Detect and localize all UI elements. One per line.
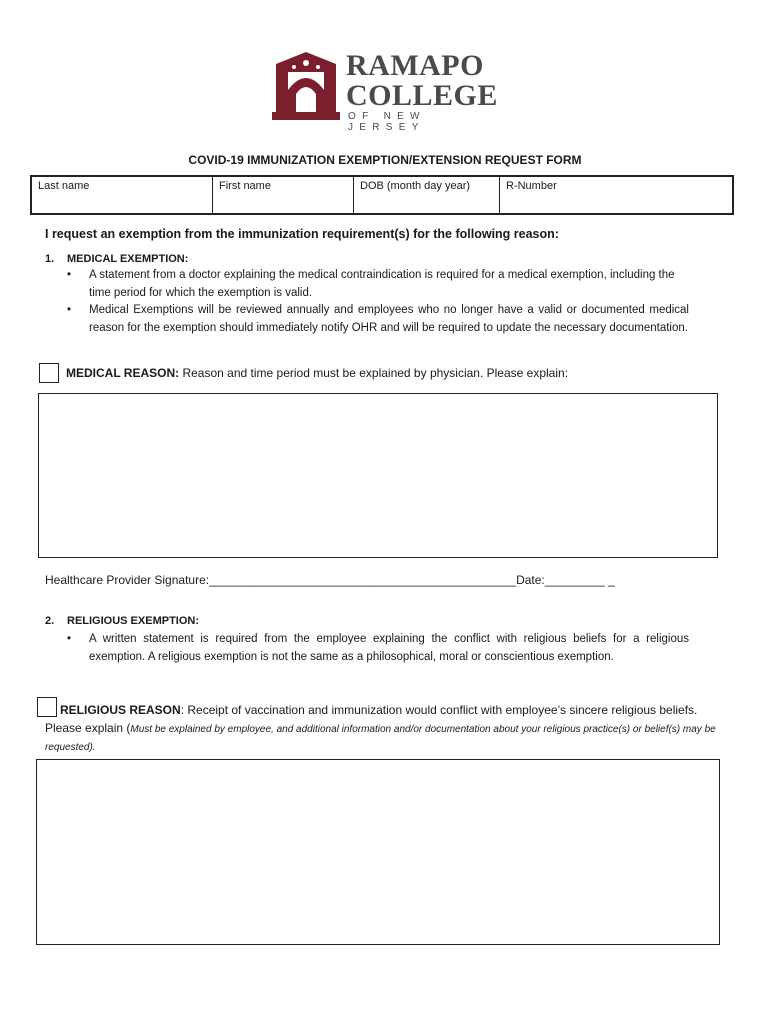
bullet-icon: • <box>67 304 72 316</box>
employee-info-table <box>30 175 734 215</box>
list-item <box>67 631 689 666</box>
first-name-label: First name <box>219 180 271 192</box>
medical-bullet-list <box>67 267 689 337</box>
explain-note: Must be explained by employee, and additional information and/or documentation about your religious practice(s) or belief(s) may be requested). <box>45 724 716 753</box>
bullet-icon: • <box>67 633 72 645</box>
dob-label: DOB (month day year) <box>360 180 471 192</box>
bullet-icon: • <box>67 269 72 281</box>
section-number: 2. <box>45 615 55 627</box>
r-number-label: R-Number <box>506 180 557 192</box>
provider-signature-line[interactable]: Healthcare Provider Signature:______________________________________________Date:_________ _ <box>45 573 615 587</box>
medical-reason-checkbox[interactable] <box>39 363 59 383</box>
section-heading: RELIGIOUS EXEMPTION: <box>67 615 200 627</box>
arch-gate-icon <box>270 50 342 122</box>
explain-prefix: Please explain ( <box>45 721 131 735</box>
medical-reason-instructions: Reason and time period must be explained by physician. Please explain: <box>179 366 569 380</box>
last-name-label: Last name <box>38 180 90 192</box>
logo-wordmark-college: COLLEGE <box>346 79 498 112</box>
logo-wordmark-ramapo: RAMAPO <box>346 49 484 82</box>
list-item <box>67 302 689 337</box>
religious-reason-title: RELIGIOUS REASON <box>60 703 181 717</box>
request-heading: I request an exemption from the immunization requirement(s) for the following reason: <box>45 227 559 241</box>
religious-explain-text <box>45 720 725 756</box>
medical-reason-label <box>66 366 568 380</box>
list-item <box>67 267 689 302</box>
religious-reason-label <box>60 703 697 717</box>
medical-reason-textarea[interactable] <box>38 393 718 558</box>
religious-reason-checkbox[interactable] <box>37 697 57 717</box>
bullet-text: Medical Exemptions will be reviewed annually and employees who no longer have a valid or documented medical reason for the exemption should immediately notify OHR and will be required to update the necessary documentation. <box>89 304 689 334</box>
section-heading: MEDICAL EXEMPTION: <box>67 253 189 265</box>
college-logo <box>270 49 498 133</box>
dob-field[interactable] <box>354 177 500 213</box>
form-title: COVID-19 IMMUNIZATION EXEMPTION/EXTENSION REQUEST FORM <box>188 153 582 167</box>
last-name-field[interactable] <box>32 177 213 213</box>
section-number: 1. <box>45 253 55 265</box>
bullet-text: A written statement is required from the employee explaining the conflict with religious beliefs for a religious exemption. A religious exemption is not the same as a philosophical, moral or conscientious exemption. <box>89 633 689 663</box>
medical-reason-title: MEDICAL REASON: <box>66 366 180 380</box>
bullet-text: A statement from a doctor explaining the medical contraindication is required for a medical exemption, including the time period for which the exemption is valid. <box>89 269 675 299</box>
religious-reason-textarea[interactable] <box>36 759 720 945</box>
first-name-field[interactable] <box>213 177 354 213</box>
religious-reason-statement: : Receipt of vaccination and immunization would conflict with employee’s sincere religious beliefs. <box>180 703 698 717</box>
religious-bullet-list <box>67 631 689 666</box>
logo-wordmark-new-jersey: OF NEW JERSEY <box>348 111 426 133</box>
r-number-field[interactable] <box>500 177 732 213</box>
